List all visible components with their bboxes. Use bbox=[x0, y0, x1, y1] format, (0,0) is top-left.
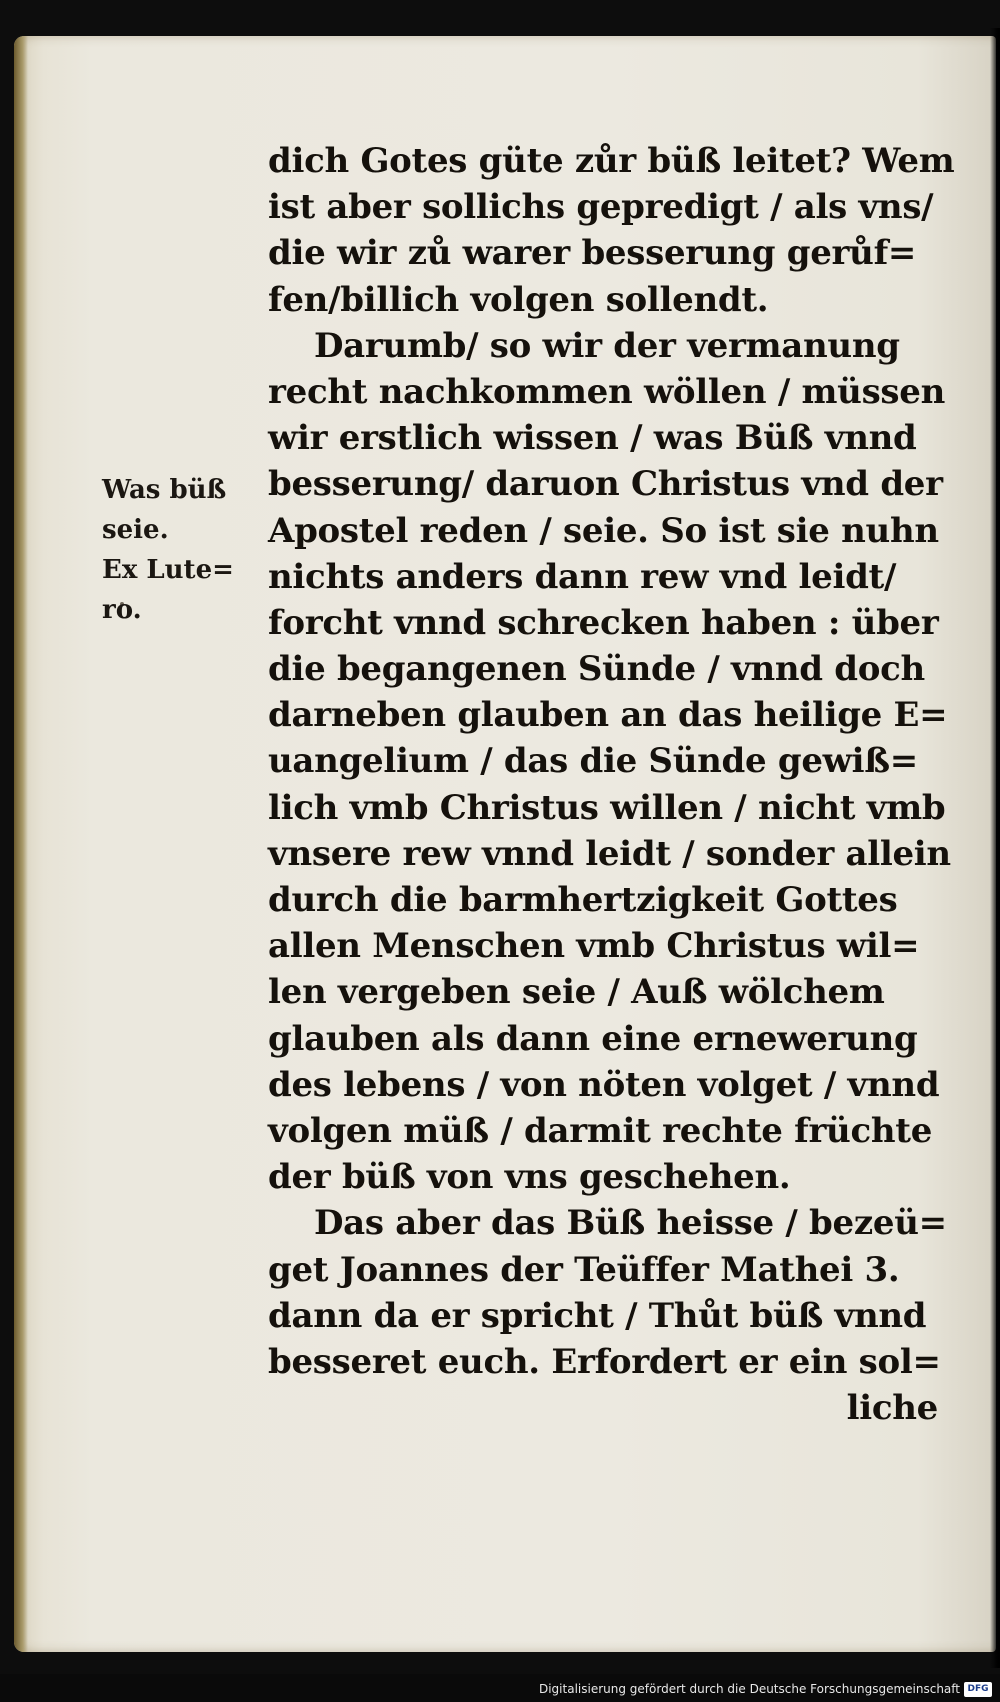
margin-note-line: seie. bbox=[102, 515, 169, 545]
text-line: besserung/ daruon Christus vnd der bbox=[268, 464, 943, 505]
funding-credit: Digitalisierung gefördert durch die Deutsche Forschungsgemeinschaft bbox=[538, 1682, 960, 1696]
text-line: len vergeben seie / Auß wölchem bbox=[268, 972, 885, 1013]
text-line: des lebens / von nöten volget / vnnd bbox=[268, 1064, 940, 1105]
text-line: fen/billich volgen sollendt. bbox=[268, 279, 769, 320]
text-line: volgen müß / darmit rechte früchte bbox=[268, 1110, 933, 1151]
text-line: Darumb/ so wir der vermanung bbox=[314, 325, 900, 366]
text-line: Das aber das Büß heisse / bezeü= bbox=[314, 1203, 947, 1244]
text-line: lich vmb Christus willen / nicht vmb bbox=[268, 787, 946, 828]
text-line: der büß von vns geschehen. bbox=[268, 1157, 791, 1198]
text-line: forcht vnnd schrecken haben : über bbox=[268, 602, 939, 643]
text-line: vnsere rew vnnd leidt / sonder allein bbox=[268, 833, 951, 874]
text-line: wir erstlich wissen / was Büß vnnd bbox=[268, 418, 917, 459]
margin-note-line: Was büß bbox=[102, 475, 227, 505]
page-right-shadow bbox=[990, 28, 1000, 1668]
text-line: get Joannes der Teüffer Mathei 3. bbox=[268, 1249, 900, 1290]
text-line: liche bbox=[846, 1388, 938, 1429]
text-line: nichts anders dann rew vnd leidt/ bbox=[268, 556, 897, 597]
margin-note-line: ro. bbox=[102, 595, 142, 625]
footer-bar bbox=[0, 1674, 1000, 1702]
text-line: Apostel reden / seie. So ist sie nuhn bbox=[268, 510, 939, 551]
text-line: glauben als dann eine ernewerung bbox=[268, 1018, 918, 1059]
text-line: darneben glauben an das heilige E= bbox=[268, 695, 948, 736]
marginal-note bbox=[102, 470, 252, 630]
text-line: dich Gotes güte zůr büß leitet? Wem bbox=[268, 141, 955, 181]
dfg-logo-icon: DFG bbox=[964, 1682, 992, 1697]
main-text-block bbox=[268, 138, 955, 1431]
text-line: durch die barmhertzigkeit Gottes bbox=[268, 880, 898, 920]
margin-note-line: Ex Lute= bbox=[102, 555, 234, 585]
text-line: recht nachkommen wöllen / müssen bbox=[268, 371, 946, 412]
text-line: die begangenen Sünde / vnnd doch bbox=[268, 649, 925, 690]
text-line: die wir zů warer besserung gerůf= bbox=[268, 233, 917, 274]
text-line: besseret euch. Erfordert er ein sol= bbox=[268, 1341, 941, 1382]
text-line: dann da er spricht / Thůt büß vnnd bbox=[268, 1295, 927, 1336]
text-line: allen Menschen vmb Christus wil= bbox=[268, 926, 920, 967]
text-line: ist aber sollichs gepredigt / als vns/ bbox=[268, 187, 934, 228]
page-binding-edge bbox=[14, 36, 28, 1652]
text-line: uangelium / das die Sünde gewiß= bbox=[268, 741, 918, 782]
